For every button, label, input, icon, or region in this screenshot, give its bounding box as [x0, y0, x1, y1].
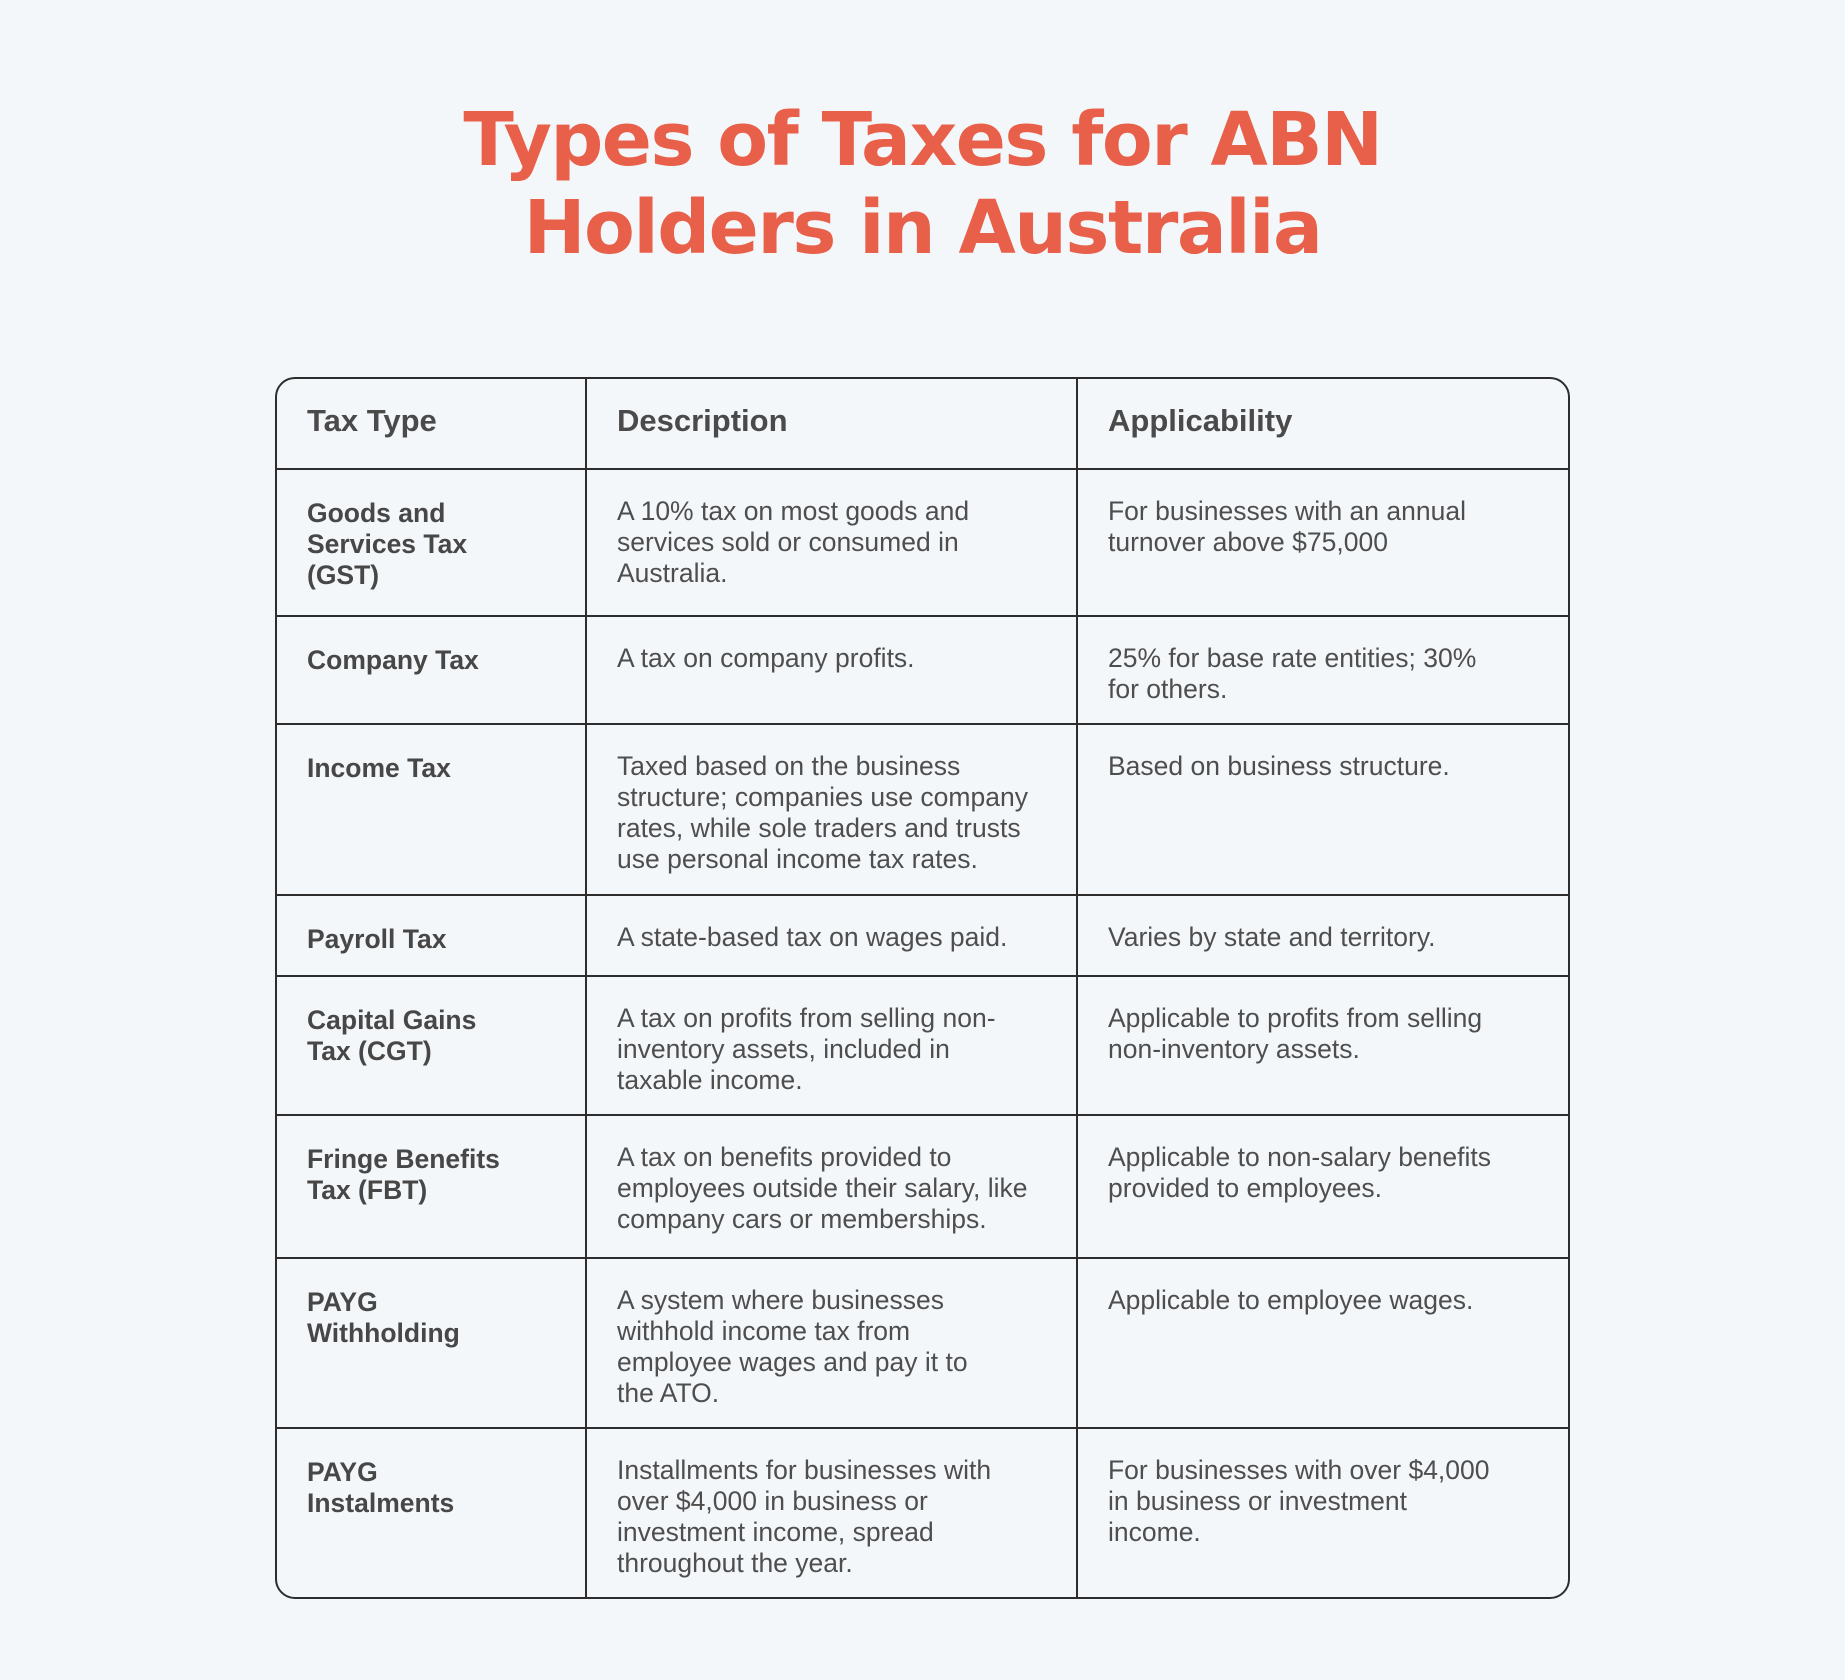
- page-title: [0, 96, 1845, 272]
- applicability-cell: [1077, 1428, 1568, 1597]
- description-line: rates, while sole traders and trusts: [617, 813, 1021, 843]
- tax-type-cell: [277, 1428, 586, 1597]
- tax-type-line: Company Tax: [307, 645, 479, 675]
- tax-type-cell: [277, 469, 586, 616]
- description-cell: [586, 1115, 1077, 1258]
- applicability-line: for others.: [1108, 674, 1228, 704]
- description-line: over $4,000 in business or: [617, 1486, 928, 1516]
- description-line: Australia.: [617, 558, 728, 588]
- description-line: taxable income.: [617, 1065, 803, 1095]
- description-cell: [586, 1258, 1077, 1428]
- description-line: structure; companies use company: [617, 782, 1028, 812]
- tax-table-container: [275, 377, 1570, 1599]
- description-line: withhold income tax from: [617, 1316, 911, 1346]
- applicability-line: Based on business structure.: [1108, 751, 1450, 781]
- description-line: the ATO.: [617, 1378, 720, 1408]
- description-line: use personal income tax rates.: [617, 844, 978, 874]
- applicability-line: in business or investment: [1108, 1486, 1408, 1516]
- description-cell: [586, 976, 1077, 1115]
- table-row: [277, 616, 1568, 724]
- description-cell: [586, 895, 1077, 976]
- table-row: [277, 1428, 1568, 1597]
- tax-type-line: Tax (CGT): [307, 1036, 432, 1066]
- description-line: investment income, spread: [617, 1517, 934, 1547]
- tax-type-cell: [277, 895, 586, 976]
- tax-type-cell: [277, 1115, 586, 1258]
- description-line: services sold or consumed in: [617, 527, 959, 557]
- description-line: employee wages and pay it to: [617, 1347, 968, 1377]
- tax-type-line: (GST): [307, 560, 380, 590]
- applicability-cell: [1077, 469, 1568, 616]
- description-line: A 10% tax on most goods and: [617, 496, 970, 526]
- table-row: [277, 724, 1568, 895]
- tax-type-line: Fringe Benefits: [307, 1144, 500, 1174]
- tax-type-line: Goods and: [307, 498, 446, 528]
- applicability-line: Applicable to employee wages.: [1108, 1285, 1474, 1315]
- description-line: A tax on profits from selling non-: [617, 1003, 996, 1033]
- description-line: Taxed based on the business: [617, 751, 961, 781]
- tax-type-line: Services Tax: [307, 529, 468, 559]
- description-cell: [586, 1428, 1077, 1597]
- description-cell: [586, 616, 1077, 724]
- description-line: Installments for businesses with: [617, 1455, 992, 1485]
- tax-type-line: Capital Gains: [307, 1005, 477, 1035]
- applicability-cell: [1077, 1258, 1568, 1428]
- tax-type-line: Income Tax: [307, 753, 451, 783]
- applicability-cell: [1077, 1115, 1568, 1258]
- applicability-line: For businesses with over $4,000: [1108, 1455, 1490, 1485]
- applicability-line: turnover above $75,000: [1108, 527, 1388, 557]
- page-title-line-2: Holders in Australia: [523, 185, 1322, 271]
- applicability-line: income.: [1108, 1517, 1201, 1547]
- applicability-line: Applicable to non-salary benefits: [1108, 1142, 1492, 1172]
- tax-type-cell: [277, 1258, 586, 1428]
- applicability-line: provided to employees.: [1108, 1173, 1382, 1203]
- applicability-cell: [1077, 616, 1568, 724]
- tax-type-line: Instalments: [307, 1488, 455, 1518]
- header-tax-type: Tax Type: [277, 379, 586, 469]
- tax-type-cell: [277, 976, 586, 1115]
- description-line: A state-based tax on wages paid.: [617, 922, 1008, 952]
- applicability-line: Applicable to profits from selling: [1108, 1003, 1483, 1033]
- tax-type-line: PAYG: [307, 1457, 378, 1487]
- table-row: [277, 1258, 1568, 1428]
- applicability-line: non-inventory assets.: [1108, 1034, 1360, 1064]
- table-row: [277, 1115, 1568, 1258]
- tax-type-line: Tax (FBT): [307, 1175, 428, 1205]
- table-row: [277, 976, 1568, 1115]
- tax-type-cell: [277, 616, 586, 724]
- table-row: [277, 895, 1568, 976]
- header-description: Description: [586, 379, 1077, 469]
- description-line: A tax on benefits provided to: [617, 1142, 952, 1172]
- description-line: throughout the year.: [617, 1548, 853, 1578]
- description-line: company cars or memberships.: [617, 1204, 987, 1234]
- header-applicability: Applicability: [1077, 379, 1568, 469]
- applicability-line: 25% for base rate entities; 30%: [1108, 643, 1477, 673]
- description-line: A tax on company profits.: [617, 643, 915, 673]
- tax-type-line: PAYG: [307, 1287, 378, 1317]
- description-cell: [586, 724, 1077, 895]
- tax-type-line: Payroll Tax: [307, 924, 447, 954]
- applicability-line: Varies by state and territory.: [1108, 922, 1436, 952]
- applicability-cell: [1077, 976, 1568, 1115]
- applicability-line: For businesses with an annual: [1108, 496, 1466, 526]
- description-line: employees outside their salary, like: [617, 1173, 1028, 1203]
- page-title-line-1: Types of Taxes for ABN: [463, 97, 1382, 183]
- applicability-cell: [1077, 724, 1568, 895]
- description-line: inventory assets, included in: [617, 1034, 950, 1064]
- table-row: [277, 469, 1568, 616]
- table-header-row: [277, 379, 1568, 469]
- description-cell: [586, 469, 1077, 616]
- tax-types-table: [277, 379, 1568, 1597]
- tax-type-line: Withholding: [307, 1318, 460, 1348]
- applicability-cell: [1077, 895, 1568, 976]
- description-line: A system where businesses: [617, 1285, 944, 1315]
- tax-type-cell: [277, 724, 586, 895]
